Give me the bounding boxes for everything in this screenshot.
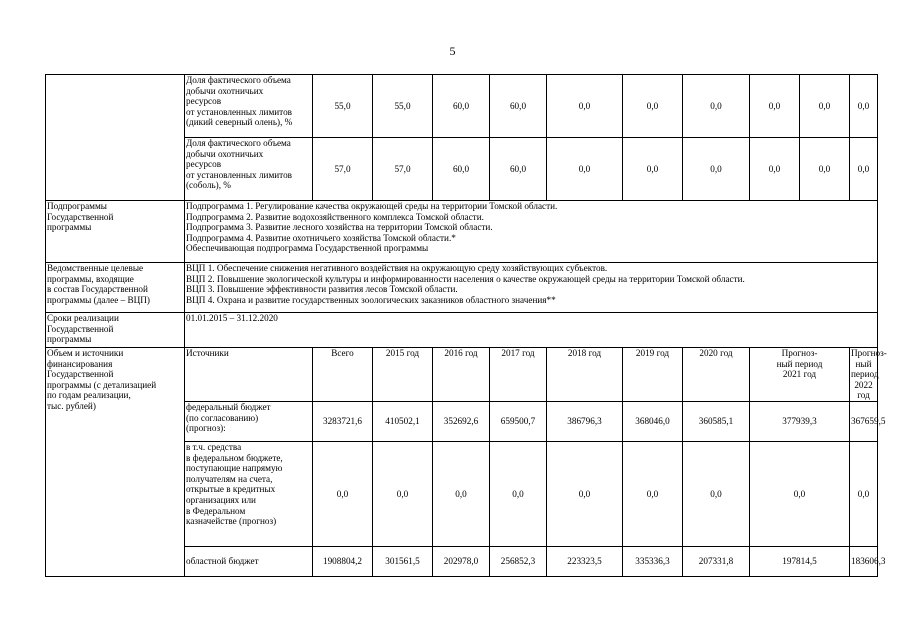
indicator-value: 0,0 — [750, 75, 800, 138]
indicator-value: 57,0 — [373, 138, 433, 201]
indicator-value: 60,0 — [433, 138, 490, 201]
finance-value: 377939,3 — [750, 401, 850, 441]
indicator-value: 0,0 — [850, 75, 878, 138]
finance-value: 0,0 — [490, 441, 547, 546]
indicator-value: 0,0 — [623, 75, 683, 138]
indicator-value: 55,0 — [313, 75, 373, 138]
vcp-title: Ведомственные целевые программы, входящие в состав Государственной программы (далее – ВЦП) — [46, 263, 185, 313]
finance-header: 2018 год — [547, 348, 623, 402]
finance-value: 1908804,2 — [313, 546, 373, 576]
indicator-value: 0,0 — [683, 138, 750, 201]
finance-source: федеральный бюджет (по согласованию) (прогноз): — [185, 401, 313, 441]
vcp-item: ВЦП 4. Охрана и развитие государственных зоологических заказников областного значения** — [186, 294, 556, 305]
finance-value: 183606,3 — [850, 546, 878, 576]
finance-header: 2017 год — [490, 348, 547, 402]
finance-value: 0,0 — [433, 441, 490, 546]
finance-header: Всего — [313, 348, 373, 402]
finance-value: 335336,3 — [623, 546, 683, 576]
subprogram-item: Подпрограмма 4. Развитие охотничьего хозяйства Томской области.* — [186, 232, 456, 243]
finance-value: 0,0 — [683, 441, 750, 546]
finance-header: 2016 год — [433, 348, 490, 402]
finance-value: 659500,7 — [490, 401, 547, 441]
finance-header: Источники — [185, 348, 313, 402]
finance-value: 197814,5 — [750, 546, 850, 576]
subprograms-title: Подпрограммы Государственной программы — [46, 201, 185, 263]
subprogram-item: Подпрограмма 3. Развитие лесного хозяйства на территории Томской области. — [186, 222, 493, 233]
finance-value: 202978,0 — [433, 546, 490, 576]
subprogram-item: Обеспечивающая подпрограмма Государственной программы — [186, 243, 429, 254]
indicator-value: 0,0 — [547, 75, 623, 138]
indicator-value: 55,0 — [373, 75, 433, 138]
finance-header-row — [46, 348, 878, 402]
finance-value: 256852,3 — [490, 546, 547, 576]
indicator-label: Доля фактического объема добычи охотничьих ресурсов от установленных лимитов (соболь), % — [185, 138, 313, 201]
finance-value: 207331,8 — [683, 546, 750, 576]
indicator-value: 57,0 — [313, 138, 373, 201]
terms-row — [46, 313, 878, 348]
vcp-item: ВЦП 3. Повышение эффективности развития лесов Томской области. — [186, 284, 458, 295]
subprograms-list — [185, 201, 878, 263]
finance-header: 2020 год — [683, 348, 750, 402]
finance-title: Объем и источники финансирования Государственной программы (с детализацией по годам реализации, тыс. рублей) — [46, 348, 185, 577]
finance-value: 0,0 — [313, 441, 373, 546]
finance-value: 410502,1 — [373, 401, 433, 441]
finance-source: в т.ч. средства в федеральном бюджете, поступающие напрямую получателям на счета, открытые в кредитных организациях или в Федеральном казначействе (прогноз) — [185, 441, 313, 546]
finance-header: Прогноз- ный период 2021 год — [750, 348, 850, 402]
finance-value: 223323,5 — [547, 546, 623, 576]
subprograms-row — [46, 201, 878, 263]
finance-value: 301561,5 — [373, 546, 433, 576]
finance-value: 3283721,6 — [313, 401, 373, 441]
indicator-value: 0,0 — [623, 138, 683, 201]
passport-table — [45, 74, 887, 577]
indicator-blank-cell — [46, 75, 185, 201]
indicator-value: 0,0 — [800, 138, 850, 201]
finance-value: 360585,1 — [683, 401, 750, 441]
finance-value: 0,0 — [547, 441, 623, 546]
finance-value: 367659,5 — [850, 401, 878, 441]
finance-value: 0,0 — [623, 441, 683, 546]
terms-value: 01.01.2015 – 31.12.2020 — [185, 313, 878, 348]
finance-value: 368046,0 — [623, 401, 683, 441]
vcp-row — [46, 263, 878, 313]
finance-value: 0,0 — [750, 441, 850, 546]
indicator-value: 0,0 — [683, 75, 750, 138]
finance-value: 352692,6 — [433, 401, 490, 441]
finance-value: 0,0 — [850, 441, 878, 546]
vcp-list — [185, 263, 878, 313]
indicator-value: 60,0 — [490, 138, 547, 201]
indicator-value: 60,0 — [433, 75, 490, 138]
indicator-row — [46, 75, 878, 138]
indicator-value: 0,0 — [547, 138, 623, 201]
finance-value: 0,0 — [373, 441, 433, 546]
vcp-item: ВЦП 2. Повышение экологической культуры и информированности населения о качестве окружающей среды на территории Томской области. — [186, 273, 745, 284]
terms-title: Сроки реализации Государственной программы — [46, 313, 185, 348]
subprogram-item: Подпрограмма 2. Развитие водохозяйственного комплекса Томской области. — [186, 211, 484, 222]
indicator-value: 60,0 — [490, 75, 547, 138]
page-number: 5 — [449, 44, 456, 58]
indicator-value: 0,0 — [800, 75, 850, 138]
indicator-value: 0,0 — [850, 138, 878, 201]
finance-header: 2019 год — [623, 348, 683, 402]
indicator-label: Доля фактического объема добычи охотничьих ресурсов от установленных лимитов (дикий северный олень), % — [185, 75, 313, 138]
indicator-value: 0,0 — [750, 138, 800, 201]
finance-source: областной бюджет — [185, 546, 313, 576]
vcp-item: ВЦП 1. Обеспечение снижения негативного воздействия на окружающую среду хозяйствующих субъектов. — [186, 263, 608, 273]
finance-value: 386796,3 — [547, 401, 623, 441]
finance-header: 2015 год — [373, 348, 433, 402]
subprogram-item: Подпрограмма 1. Регулирование качества окружающей среды на территории Томской области. — [186, 201, 558, 211]
finance-header: Прогноз- ный период 2022 год — [851, 348, 887, 401]
